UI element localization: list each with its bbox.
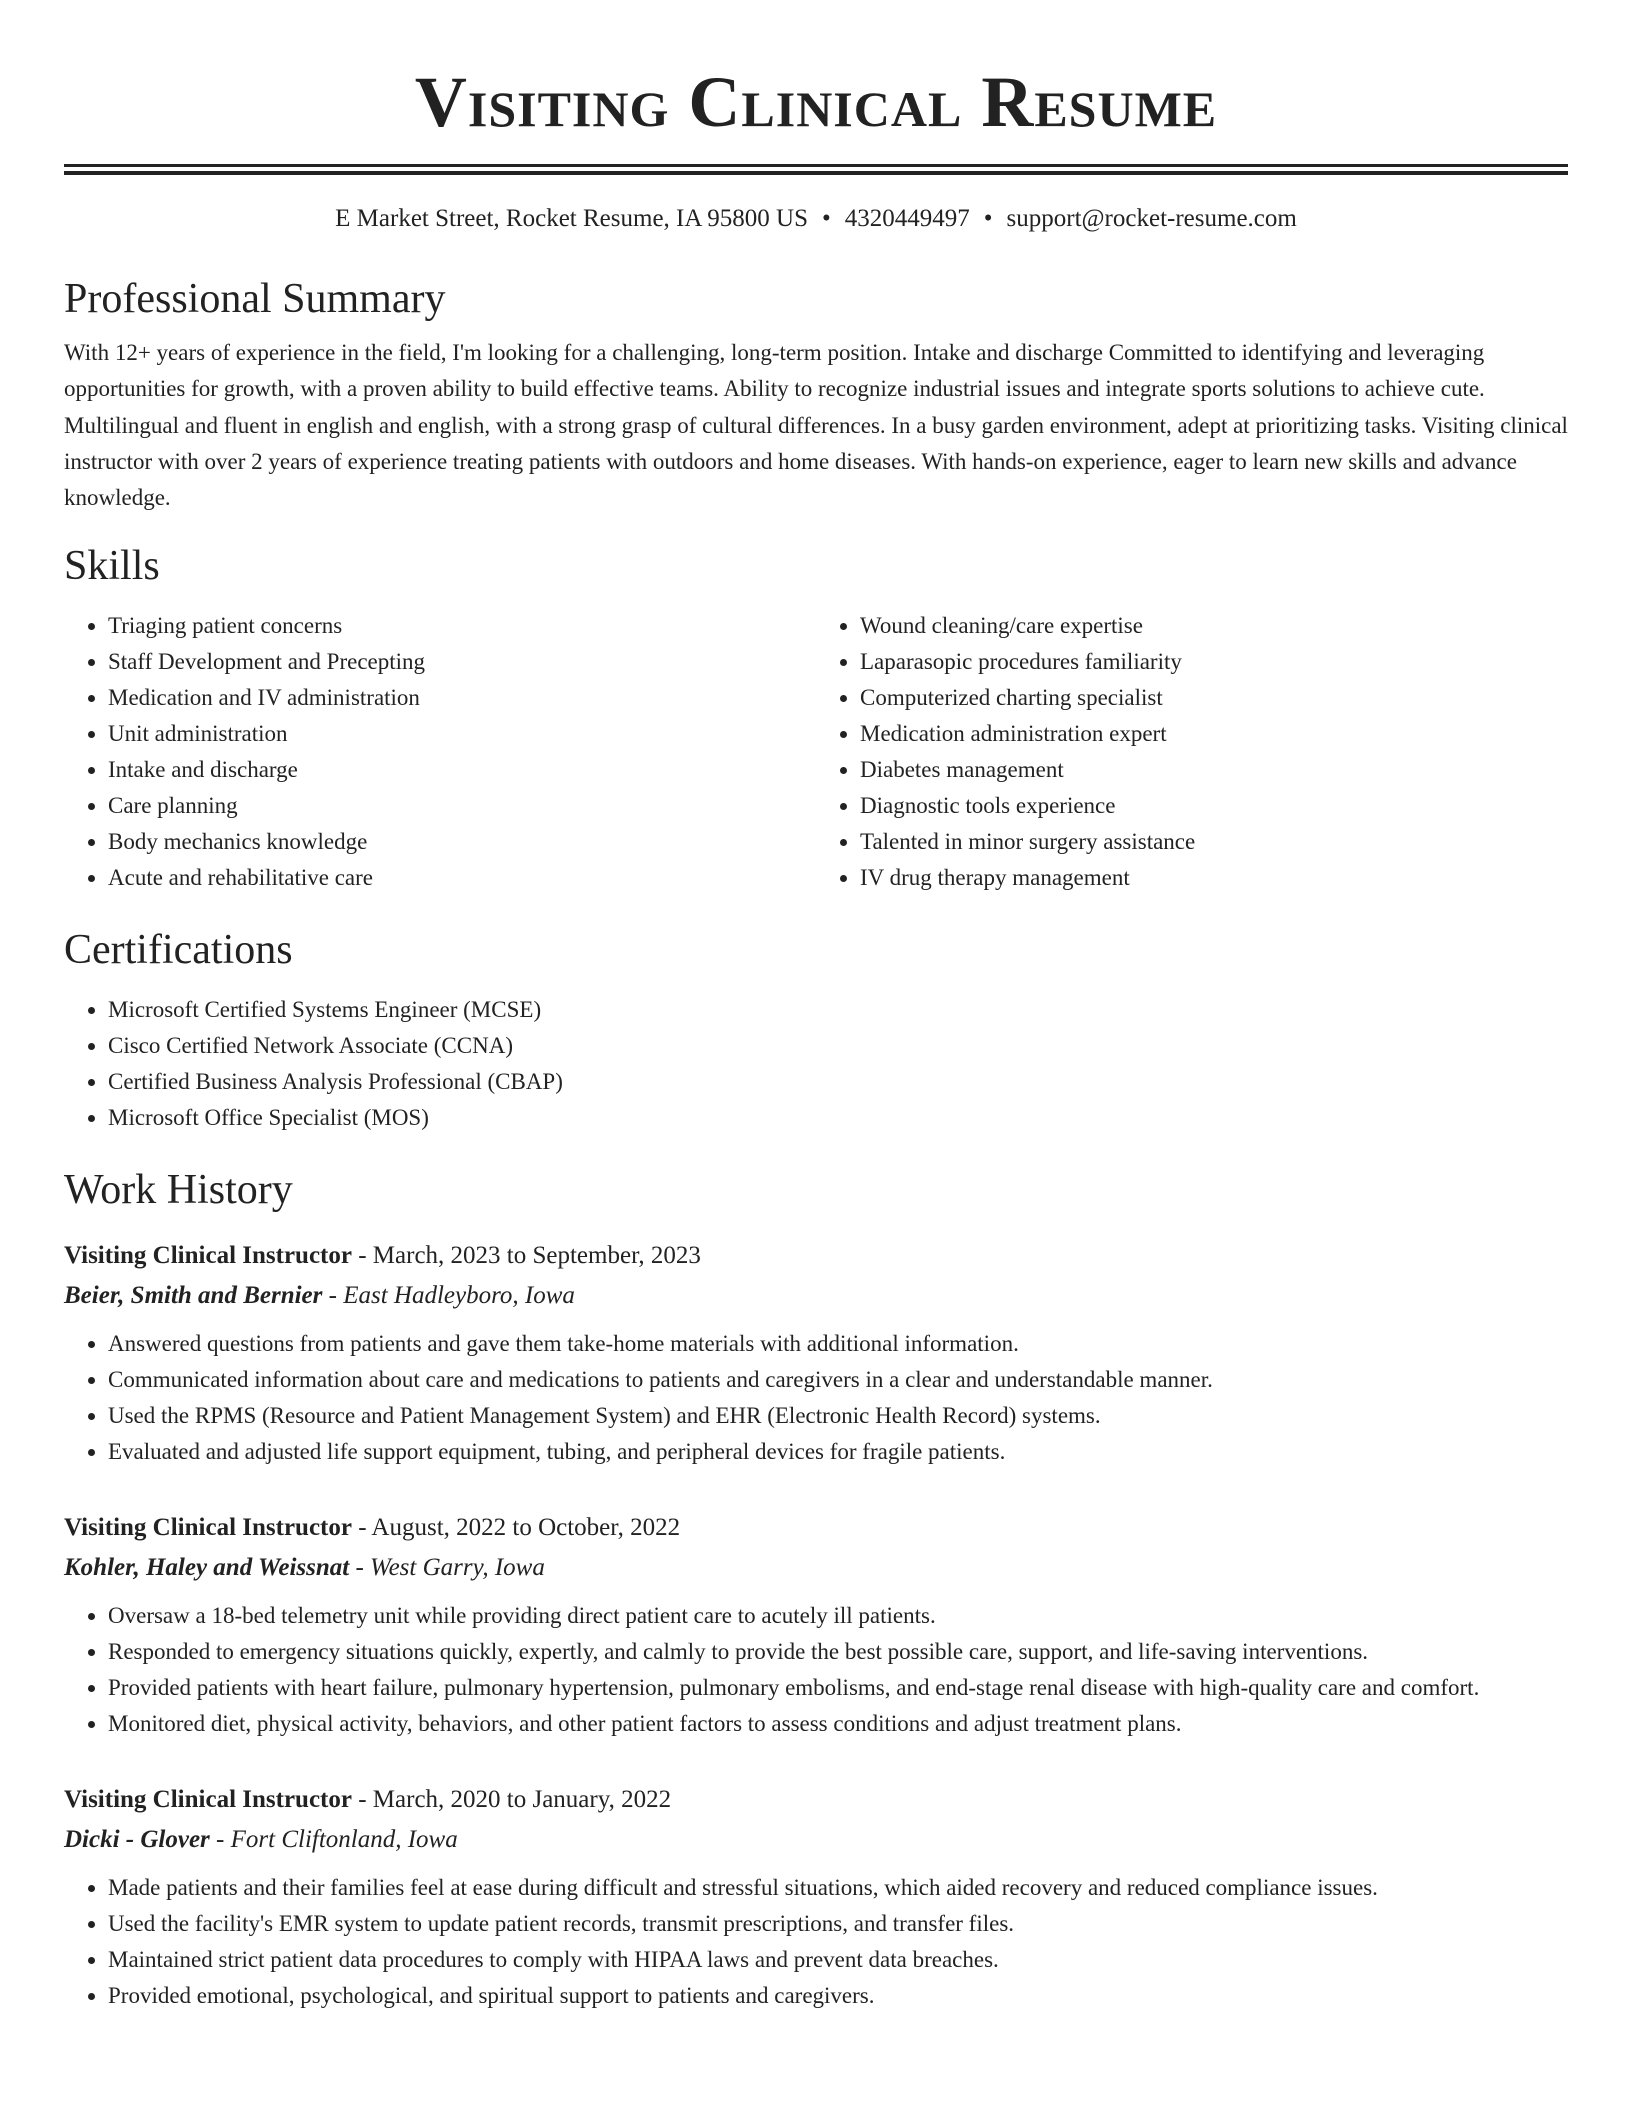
- contact-address: E Market Street, Rocket Resume, IA 95800 US: [335, 205, 808, 232]
- job-bullet: • Used the RPMS (Resource and Patient Management System) and EHR (Electronic Health Record) systems.: [108, 1398, 1568, 1434]
- job-bullet: • Responded to emergency situations quickly, expertly, and calmly to provide the best possible care, support, and life-saving interventions.: [108, 1634, 1568, 1670]
- job-bullet: • Provided patients with heart failure, pulmonary hypertension, pulmonary embolisms, and end-stage renal disease with high-quality care and comfort.: [108, 1670, 1568, 1706]
- skill-item: • Diagnostic tools experience: [860, 788, 1568, 824]
- skill-item: • Acute and rehabilitative care: [108, 860, 816, 896]
- job-location: - Fort Cliftonland, Iowa: [216, 1826, 458, 1854]
- skill-item: • Unit administration: [108, 716, 816, 752]
- resume-title: Visiting Clinical Resume: [414, 62, 1218, 142]
- certifications-list: [64, 992, 1568, 1136]
- certification-item: • Microsoft Certified Systems Engineer (MCSE): [108, 992, 1568, 1028]
- skill-item: • Body mechanics knowledge: [108, 824, 816, 860]
- job-company-line: [64, 1276, 1568, 1316]
- job-company: Kohler, Haley and Weissnat: [64, 1554, 350, 1582]
- job-location: - West Garry, Iowa: [355, 1554, 545, 1582]
- job-role: Visiting Clinical Instructor: [64, 1514, 352, 1542]
- job-dates: - March, 2020 to January, 2022: [358, 1786, 672, 1814]
- skill-item: • Intake and discharge: [108, 752, 816, 788]
- job-entry: [64, 1508, 1568, 1742]
- job-role: Visiting Clinical Instructor: [64, 1242, 352, 1270]
- job-bullet: • Evaluated and adjusted life support equipment, tubing, and peripheral devices for fragile patients.: [108, 1434, 1568, 1470]
- job-company-line: [64, 1820, 1568, 1860]
- contact-email: support@rocket-resume.com: [1006, 205, 1297, 232]
- job-bullets: [64, 1326, 1568, 1470]
- job-company: Beier, Smith and Bernier: [64, 1282, 323, 1310]
- summary-heading: Professional Summary: [64, 276, 446, 322]
- job-entry: [64, 1780, 1568, 2014]
- job-title-line: [64, 1508, 1568, 1548]
- skill-item: • Wound cleaning/care expertise: [860, 608, 1568, 644]
- job-bullets: [64, 1598, 1568, 1742]
- certifications-heading: Certifications: [64, 927, 293, 974]
- job-dates: - August, 2022 to October, 2022: [358, 1514, 681, 1542]
- work-history-heading: Work History: [64, 1167, 293, 1214]
- skill-item: • Computerized charting specialist: [860, 680, 1568, 716]
- title-divider: [64, 164, 1568, 175]
- job-location: - East Hadleyboro, Iowa: [328, 1282, 575, 1310]
- job-dates: - March, 2023 to September, 2023: [358, 1242, 701, 1270]
- skill-item: • Talented in minor surgery assistance: [860, 824, 1568, 860]
- certification-item: • Certified Business Analysis Professional (CBAP): [108, 1064, 1568, 1100]
- certification-item: • Microsoft Office Specialist (MOS): [108, 1100, 1568, 1136]
- contact-separator: •: [983, 205, 993, 232]
- job-company-line: [64, 1548, 1568, 1588]
- skill-item: • Triaging patient concerns: [108, 608, 816, 644]
- job-bullet: • Communicated information about care and medications to patients and caregivers in a clear and understandable manner.: [108, 1362, 1568, 1398]
- skills-list-left: [64, 608, 816, 896]
- skills-heading: Skills: [64, 543, 160, 590]
- skill-item: • Laparasopic procedures familiarity: [860, 644, 1568, 680]
- skill-item: • Diabetes management: [860, 752, 1568, 788]
- job-bullet: • Provided emotional, psychological, and spiritual support to patients and caregivers.: [108, 1978, 1568, 2014]
- job-bullet: • Maintained strict patient data procedures to comply with HIPAA laws and prevent data breaches.: [108, 1942, 1568, 1978]
- job-bullet: • Answered questions from patients and gave them take-home materials with additional information.: [108, 1326, 1568, 1362]
- job-bullet: • Used the facility's EMR system to update patient records, transmit prescriptions, and transfer files.: [108, 1906, 1568, 1942]
- contact-phone: 4320449497: [844, 205, 970, 232]
- job-bullet: • Oversaw a 18-bed telemetry unit while providing direct patient care to acutely ill patients.: [108, 1598, 1568, 1634]
- job-bullet: • Monitored diet, physical activity, behaviors, and other patient factors to assess conditions and adjust treatment plans.: [108, 1706, 1568, 1742]
- skill-item: • Medication and IV administration: [108, 680, 816, 716]
- contact-line: [64, 203, 1568, 235]
- contact-separator: •: [822, 205, 831, 232]
- job-bullet: • Made patients and their families feel at ease during difficult and stressful situations, which aided recovery and reduced compliance issues.: [108, 1870, 1568, 1906]
- skill-item: • Medication administration expert: [860, 716, 1568, 752]
- job-bullets: [64, 1870, 1568, 2014]
- skills-columns: [64, 608, 1568, 896]
- summary-text: With 12+ years of experience in the field, I'm looking for a challenging, long-term position. Intake and discharge Committed to identifying and leveraging opportunities for growth, with a proven ability to build effective teams. Ability to recognize industrial issues and integrate sports solutions to achieve cute. Multilingual and fluent in english and english, with a strong grasp of cultural differences. In a busy garden environment, adept at prioritizing tasks. Visiting clinical instructor with over 2 years of experience treating patients with outdoors and home diseases. With hands-on experience, eager to learn new skills and advance knowledge.: [64, 340, 1568, 511]
- skill-item: • Staff Development and Precepting: [108, 644, 816, 680]
- job-role: Visiting Clinical Instructor: [64, 1786, 352, 1814]
- job-title-line: [64, 1780, 1568, 1820]
- skills-list-right: [816, 608, 1568, 896]
- certification-item: • Cisco Certified Network Associate (CCNA): [108, 1028, 1568, 1064]
- job-company: Dicki - Glover: [64, 1826, 210, 1854]
- job-entry: [64, 1236, 1568, 1470]
- skill-item: • IV drug therapy management: [860, 860, 1568, 896]
- job-title-line: [64, 1236, 1568, 1276]
- skill-item: • Care planning: [108, 788, 816, 824]
